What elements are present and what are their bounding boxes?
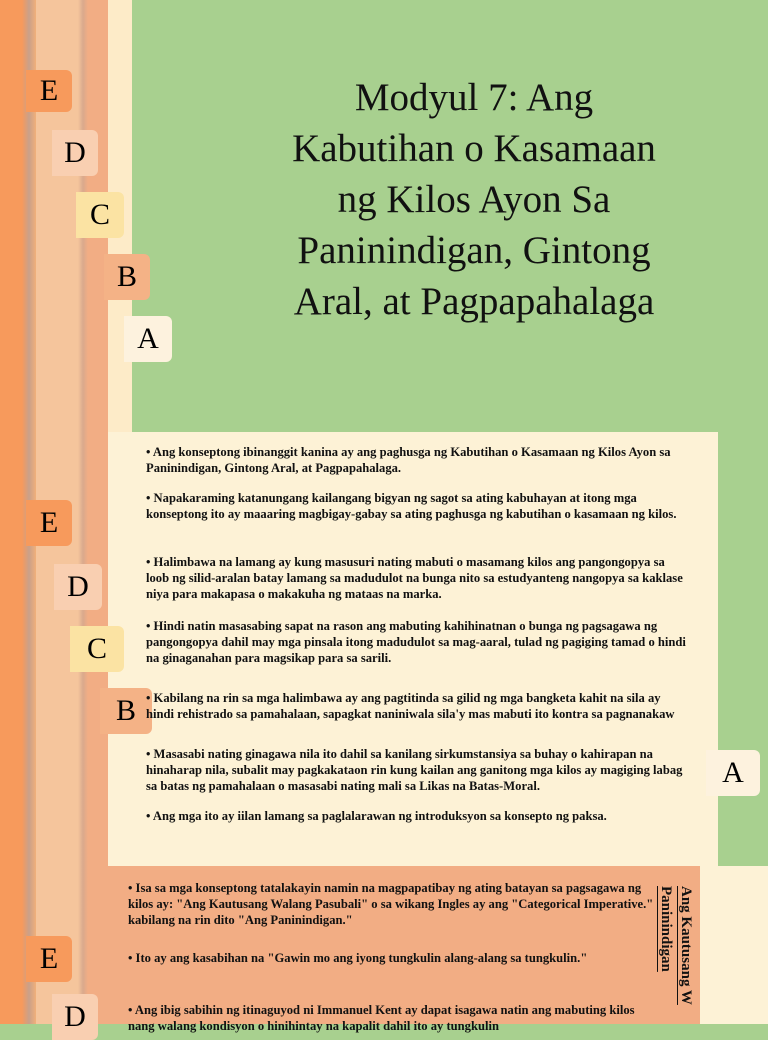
right-panel bbox=[700, 866, 768, 1024]
tab-b[interactable]: B bbox=[100, 688, 152, 734]
bullet-item: • Ang ibig sabihin ng itinaguyod ni Immanuel Kent ay dapat isagawa natin ang mabuting kilos nang walang kondisyon o hinihintay na kapalit dahil ito ay tungkulin bbox=[128, 1003, 635, 1033]
tab-d[interactable]: D bbox=[52, 994, 98, 1040]
bullet-item: • Ang mga ito ay iilan lamang sa paglalarawan ng introduksyon sa konsepto ng paksa. bbox=[146, 809, 607, 823]
tab-b[interactable]: B bbox=[104, 254, 150, 300]
tab-a[interactable]: A bbox=[706, 750, 760, 796]
slide-2 bbox=[0, 432, 768, 866]
tab-e[interactable]: E bbox=[26, 500, 72, 546]
vertical-title-line-2: Paninindigan bbox=[658, 886, 674, 972]
slide-1 bbox=[0, 0, 768, 432]
bullet-item: • Napakaraming katanungang kailangang bigyan ng sagot sa ating kabuhayan at itong mga konseptong ito ay maaaring magbigay-gabay sa ating paghusga ng kabutihan o kasamaan ng kilos. bbox=[146, 491, 677, 521]
bullet-item: • Masasabi nating ginagawa nila ito dahil sa kanilang sirkumstansiya sa buhay o kahirapan na hinaharap nila, subalit may pagkakataon rin kung kailan ang ganitong mga kilos ay magiging labag sa batas ng pamahalaan o masasabi nating mali sa Likas na Batas-Moral. bbox=[146, 747, 683, 793]
tab-e[interactable]: E bbox=[26, 936, 72, 982]
bullet-item: • Isa sa mga konseptong tatalakayin namin na magpapatibay ng ating batayan sa pagsagawa ng kilos ay: "Ang Kautusang Walang Pasubali" o sa wikang Ingles ay ang "Categorical Imperative." kabilang na rin dito "Ang Paninindigan." bbox=[128, 881, 654, 927]
tab-a[interactable]: A bbox=[124, 316, 172, 362]
strip-shadow bbox=[22, 432, 36, 866]
vertical-title-line-1: Ang Kautusang W bbox=[678, 886, 694, 1005]
bullet-item: • Kabilang na rin sa mga halimbawa ay ang pagtitinda sa gilid ng mga bangketa kahit na sila ay hindi rehistrado sa pamahalaan, sapagkat naniniwala sila'y mas mabuti ito kontra sa pagnanakaw bbox=[146, 691, 675, 721]
tab-e[interactable]: E bbox=[26, 70, 72, 112]
tab-c[interactable]: C bbox=[76, 192, 124, 238]
page-title: Modyul 7: Ang Kabutihan o Kasamaan ng Kilos Ayon Sa Paninindigan, Gintong Aral, at Pagpapahalaga bbox=[292, 76, 656, 323]
tab-d[interactable]: D bbox=[52, 130, 98, 176]
vertical-title bbox=[656, 886, 696, 1024]
bullet-item: • Ang konseptong ibinanggit kanina ay ang paghusga ng Kabutihan o Kasamaan ng Kilos Ayon sa Paninindigan, Gintong Aral, at Pagpapahalaga. bbox=[146, 445, 671, 475]
tab-d[interactable]: D bbox=[54, 564, 102, 610]
bullet-item: • Halimbawa na lamang ay kung masusuri nating mabuti o masamang kilos ang pangongopya sa loob ng silid-aralan batay lamang sa madudulot na bunga nito sa estudyanteng nangopya sa kaklase niya para makapasa o makakuha ng mataas na marka. bbox=[146, 555, 683, 601]
slide-3 bbox=[0, 866, 768, 1033]
bullet-item: • Hindi natin masasabing sapat na rason ang mabuting kahihinatnan o bunga ng pagsagawa ng pangongopya dahil may mga pinsala itong madudulot sa mag-aaral, tulad ng pagiging tamad o hindi na ginaganahan para magsikap para sa sarili. bbox=[146, 619, 686, 665]
tab-c[interactable]: C bbox=[70, 626, 124, 672]
strip-shadow bbox=[22, 0, 36, 432]
bullet-item: • Ito ay ang kasabihan na "Gawin mo ang iyong tungkulin alang-alang sa tungkulin." bbox=[128, 951, 588, 965]
